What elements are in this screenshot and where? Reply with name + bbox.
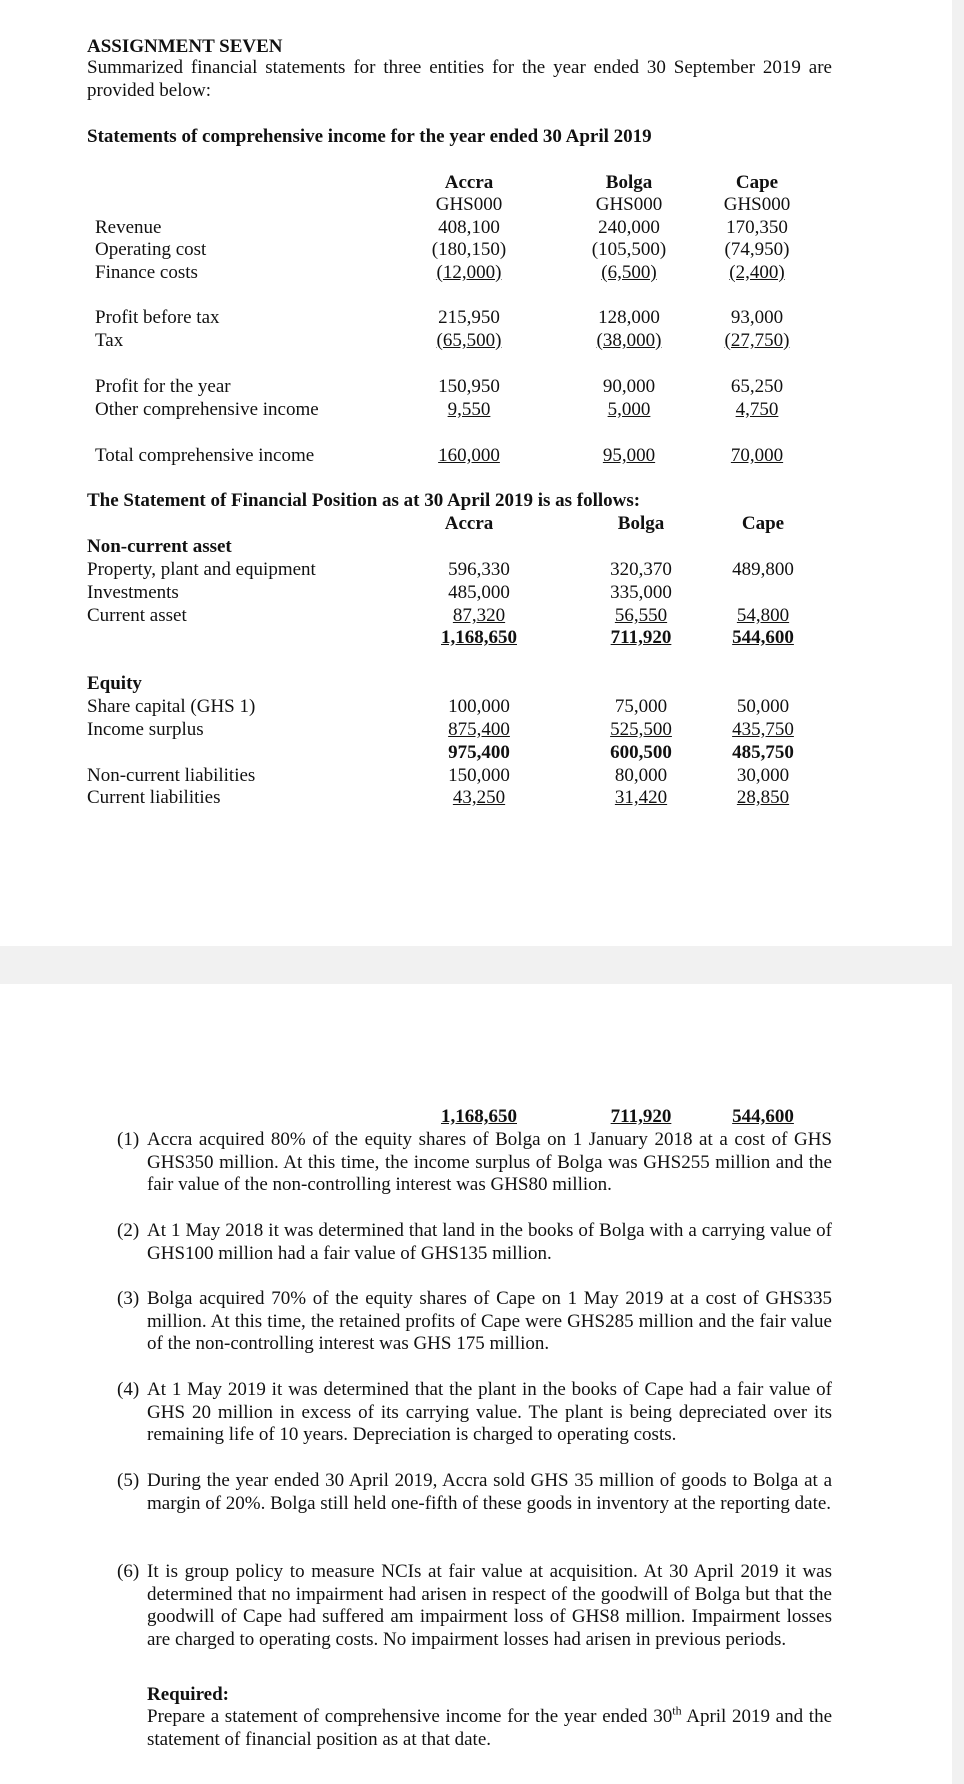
income-cell: (2,400) — [729, 262, 785, 283]
note-text: It is group policy to measure NCIs at fair value at acquisition. At 30 April 2019 it was determined that no impairment had arisen in respect of the goodwill of Bolga but that the goodwill of Cape had suffered am impairment loss of GHS8 million. Impairment losses are charged to operating costs. No impairment losses had arisen in previous periods. — [147, 1561, 832, 1650]
income-cell: 408,100 — [438, 217, 500, 238]
income-col-bolga: Bolga — [605, 172, 653, 193]
assignment-heading: ASSIGNMENT SEVEN — [87, 36, 283, 57]
position-cell: 50,000 — [736, 696, 790, 717]
income-row-label: Profit for the year — [95, 376, 231, 397]
position-cell: 596,330 — [448, 559, 510, 580]
section-equity: Equity — [87, 673, 142, 694]
section-non-current-asset: Non-current asset — [87, 536, 232, 557]
income-cell: 5,000 — [607, 399, 651, 420]
position-cell: 54,800 — [736, 605, 790, 626]
position-cell: 80,000 — [614, 765, 668, 786]
income-cell: 4,750 — [735, 399, 779, 420]
income-col-cape: Cape — [735, 172, 779, 193]
income-cell: (105,500) — [591, 239, 667, 260]
position-cell: 100,000 — [448, 696, 510, 717]
document-page-2 — [0, 984, 952, 1784]
income-cell: 128,000 — [598, 307, 660, 328]
required-heading: Required: — [147, 1684, 229, 1705]
income-cell: (12,000) — [436, 262, 502, 283]
position-cell: 75,000 — [614, 696, 668, 717]
position-cell: 435,750 — [732, 719, 794, 740]
income-row-label: Finance costs — [95, 262, 198, 283]
income-currency-accra: GHS000 — [435, 194, 503, 215]
scrollbar-track — [952, 0, 964, 1784]
position-col-bolga: Bolga — [617, 513, 665, 534]
income-cell: 90,000 — [602, 376, 656, 397]
income-cell: 65,250 — [730, 376, 784, 397]
income-col-accra: Accra — [444, 172, 494, 193]
position-cell: 56,550 — [614, 605, 668, 626]
equity-total: 485,750 — [732, 742, 794, 763]
position-cell: 335,000 — [610, 582, 672, 603]
position-statement-title: The Statement of Financial Position as at 30 April 2019 is as follows: — [87, 490, 641, 511]
position-row-label: Non-current liabilities — [87, 765, 256, 786]
position-cell: 485,000 — [448, 582, 510, 603]
note-number: (4) — [117, 1379, 140, 1400]
position-col-accra: Accra — [444, 513, 494, 534]
income-cell: (180,150) — [431, 239, 507, 260]
position-cell: 43,250 — [452, 787, 506, 808]
grand-total: 1,168,650 — [441, 1106, 517, 1127]
position-cell: 875,400 — [448, 719, 510, 740]
position-cell: 525,500 — [610, 719, 672, 740]
income-cell: 150,950 — [438, 376, 500, 397]
income-cell: 9,550 — [447, 399, 491, 420]
note-text: At 1 May 2018 it was determined that land in the books of Bolga with a carrying value of GHS100 million had a fair value of GHS135 million. — [147, 1220, 832, 1264]
page-separator — [0, 946, 964, 984]
income-cell: 93,000 — [730, 307, 784, 328]
note-number: (2) — [117, 1220, 140, 1241]
equity-total: 975,400 — [448, 742, 510, 763]
income-cell: 95,000 — [602, 445, 656, 466]
equity-total: 600,500 — [610, 742, 672, 763]
position-cell: 489,800 — [732, 559, 794, 580]
note-text: Accra acquired 80% of the equity shares of Bolga on 1 January 2018 at a cost of GHS GHS350 million. At this time, the income surplus of Bolga was GHS255 million and the fair value of the non-controlling interest was GHS80 million. — [147, 1129, 832, 1195]
position-row-label: Income surplus — [87, 719, 204, 740]
position-cell: 87,320 — [452, 605, 506, 626]
income-cell: (65,500) — [436, 330, 502, 351]
position-row-label: Property, plant and equipment — [87, 559, 316, 580]
income-currency-cape: GHS000 — [723, 194, 791, 215]
asset-total: 1,168,650 — [441, 627, 517, 648]
income-cell: (74,950) — [724, 239, 790, 260]
income-row-label: Total comprehensive income — [95, 445, 315, 466]
position-row-label: Share capital (GHS 1) — [87, 696, 256, 717]
note-text: During the year ended 30 April 2019, Accra sold GHS 35 million of goods to Bolga at a margin of 20%. Bolga still held one-fifth of these goods in inventory at the reporting date. — [147, 1470, 832, 1514]
required-text: Prepare a statement of comprehensive income for the year ended 30th April 2019 and the statement of financial position as at that date. — [147, 1703, 833, 1750]
income-cell: (27,750) — [724, 330, 790, 351]
note-number: (6) — [117, 1561, 140, 1582]
income-row-label: Tax — [95, 330, 124, 351]
note-text: Bolga acquired 70% of the equity shares of Cape on 1 May 2019 at a cost of GHS335 million. At this time, the retained profits of Cape were GHS285 million and the fair value of the non-controlling interest was GHS 175 million. — [147, 1288, 832, 1354]
income-row-label: Operating cost — [95, 239, 207, 260]
position-row-label: Current asset — [87, 605, 187, 626]
income-cell: 215,950 — [438, 307, 500, 328]
grand-total: 711,920 — [610, 1106, 672, 1127]
asset-total: 544,600 — [732, 627, 794, 648]
position-cell: 150,000 — [448, 765, 510, 786]
income-statement-title: Statements of comprehensive income for the year ended 30 April 2019 — [87, 126, 652, 147]
grand-total: 544,600 — [732, 1106, 794, 1127]
note-number: (5) — [117, 1470, 140, 1491]
position-row-label: Current liabilities — [87, 787, 221, 808]
position-col-cape: Cape — [741, 513, 785, 534]
note-text: At 1 May 2019 it was determined that the plant in the books of Cape had a fair value of GHS 20 million in excess of its carrying value. The plant is being depreciated over its remaining life of 10 years. Depreciation is charged to operating costs. — [147, 1379, 832, 1445]
income-cell: 240,000 — [598, 217, 660, 238]
income-row-label: Profit before tax — [95, 307, 220, 328]
position-cell: 28,850 — [736, 787, 790, 808]
income-row-label: Revenue — [95, 217, 162, 238]
income-currency-bolga: GHS000 — [595, 194, 663, 215]
note-number: (1) — [117, 1129, 140, 1150]
note-number: (3) — [117, 1288, 140, 1309]
income-cell: (38,000) — [596, 330, 662, 351]
income-row-label: Other comprehensive income — [95, 399, 319, 420]
position-cell: 30,000 — [736, 765, 790, 786]
income-cell: 70,000 — [730, 445, 784, 466]
position-cell: 31,420 — [614, 787, 668, 808]
intro-paragraph: Summarized financial statements for three entities for the year ended 30 September 2019 are provided below: — [87, 57, 832, 101]
position-row-label: Investments — [87, 582, 179, 603]
income-cell: 160,000 — [438, 445, 500, 466]
position-cell: 320,370 — [610, 559, 672, 580]
income-cell: (6,500) — [601, 262, 657, 283]
asset-total: 711,920 — [610, 627, 672, 648]
income-cell: 170,350 — [726, 217, 788, 238]
